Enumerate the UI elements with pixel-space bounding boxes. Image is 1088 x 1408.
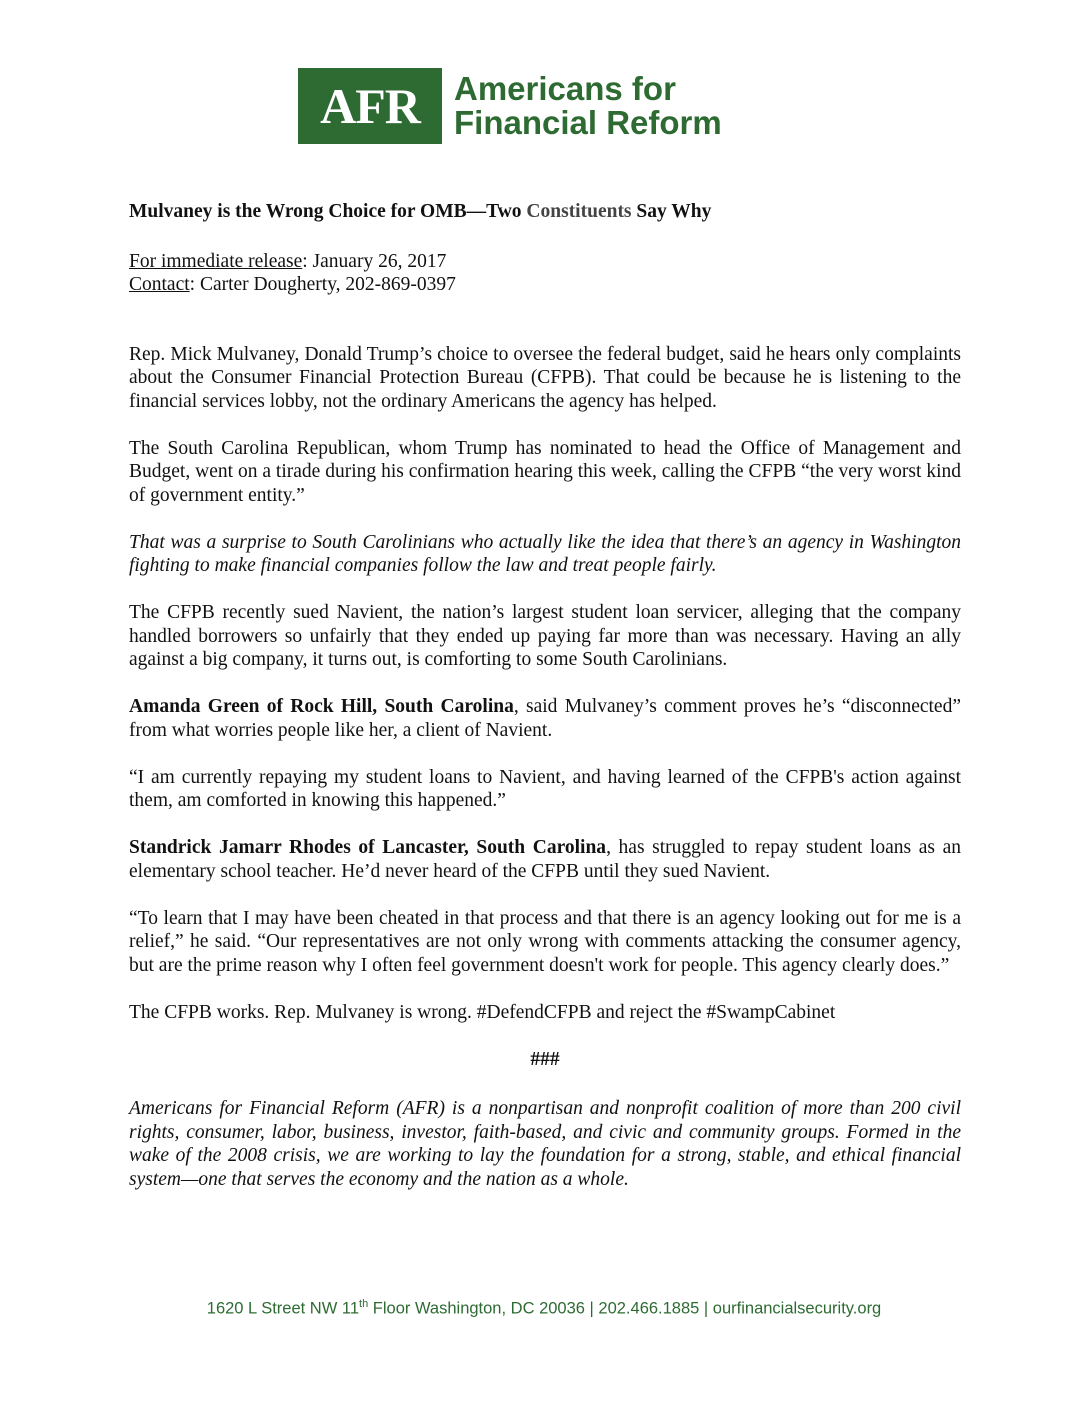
- release-title: [129, 200, 961, 224]
- contact-label: Contact: [129, 274, 190, 295]
- contact-value: : Carter Dougherty, 202-869-0397: [189, 274, 456, 295]
- press-release-content: [129, 200, 961, 1191]
- logo-name-line1: Americans for: [454, 70, 676, 107]
- title-part2: Constituents: [526, 201, 632, 222]
- paragraph-4: The CFPB recently sued Navient, the nation’s largest student loan servicer, alleging that the company handled borrowers so unfairly that they ended up paying far more than was necessary. Having an ally against a big company, it turns out, is comforting to some South Carolinians.: [129, 602, 961, 670]
- logo-name-line2: Financial Reform: [454, 104, 722, 141]
- paragraph-7-text: , has struggled to repay student loans as an elementary school teacher. He’d never heard of the CFPB until they sued Navient.: [129, 837, 961, 882]
- release-body: [129, 343, 961, 1025]
- paragraph-8: “To learn that I may have been cheated in that process and that there is an agency looking out for me is a relief,” he said. “Our representatives are not only wrong with comments attacking the consumer agency, but are the prime reason why I often feel government doesn't work for people. This agency clearly does.”: [129, 907, 961, 976]
- paragraph-3: That was a surprise to South Carolinians who actually like the idea that there’s an agency in Washington fighting to make financial companies follow the law and treat people fairly.: [129, 531, 961, 576]
- paragraph-7: [129, 836, 961, 883]
- contact-line: [129, 273, 961, 297]
- footer-address: [0, 1298, 1088, 1319]
- logo-name: [454, 68, 722, 144]
- paragraph-5: [129, 695, 961, 742]
- end-mark: ###: [530, 1048, 560, 1070]
- paragraph-2: The South Carolina Republican, whom Trump has nominated to head the Office of Management and Budget, went on a tirade during his confirmation hearing this week, calling the CFPB “the very worst kind of government entity.”: [129, 437, 961, 506]
- paragraph-6: “I am currently repaying my student loans to Navient, and having learned of the CFPB's action against them, am comforted in knowing this happened.”: [129, 766, 961, 811]
- paragraph-7-name: Standrick Jamarr Rhodes of Lancaster, South Carolina: [129, 837, 607, 858]
- title-part3: Say Why: [631, 201, 712, 222]
- paragraph-9: The CFPB works. Rep. Mulvaney is wrong. #DefendCFPB and reject the #SwampCabinet: [129, 1001, 836, 1023]
- afr-logo: [298, 68, 722, 144]
- paragraph-1: Rep. Mick Mulvaney, Donald Trump’s choice to oversee the federal budget, said he hears only complaints about the Consumer Financial Protection Bureau (CFPB). That could be because he is listening to the financial services lobby, not the ordinary Americans the agency has helped.: [129, 343, 961, 412]
- footer-address-sup: th: [359, 1298, 369, 1310]
- release-meta: [129, 250, 961, 297]
- release-date: : January 26, 2017: [302, 250, 447, 272]
- title-part1: Mulvaney is the Wrong Choice for OMB—Two: [129, 201, 527, 222]
- about-afr: Americans for Financial Reform (AFR) is a nonpartisan and nonprofit coalition of more than 200 civil rights, consumer, labor, business, investor, faith-based, and civic and community groups. Formed in the wake of the 2008 crisis, we are working to lay the foundation for a strong, stable, and ethical financial system—one that serves the economy and the nation as a whole.: [129, 1098, 961, 1190]
- footer-address-a: 1620 L Street NW 11: [206, 1299, 360, 1318]
- release-date-line: [129, 250, 961, 274]
- paragraph-5-name: Amanda Green of Rock Hill, South Carolina: [129, 696, 514, 717]
- release-label: For immediate release: [129, 250, 303, 272]
- paragraph-5-text: , said Mulvaney’s comment proves he’s “disconnected” from what worries people like her, a client of Navient.: [129, 696, 961, 741]
- logo-mark: AFR: [298, 68, 442, 144]
- footer-address-b: Floor Washington, DC 20036 | 202.466.1885 | ourfinancialsecurity.org: [368, 1299, 882, 1318]
